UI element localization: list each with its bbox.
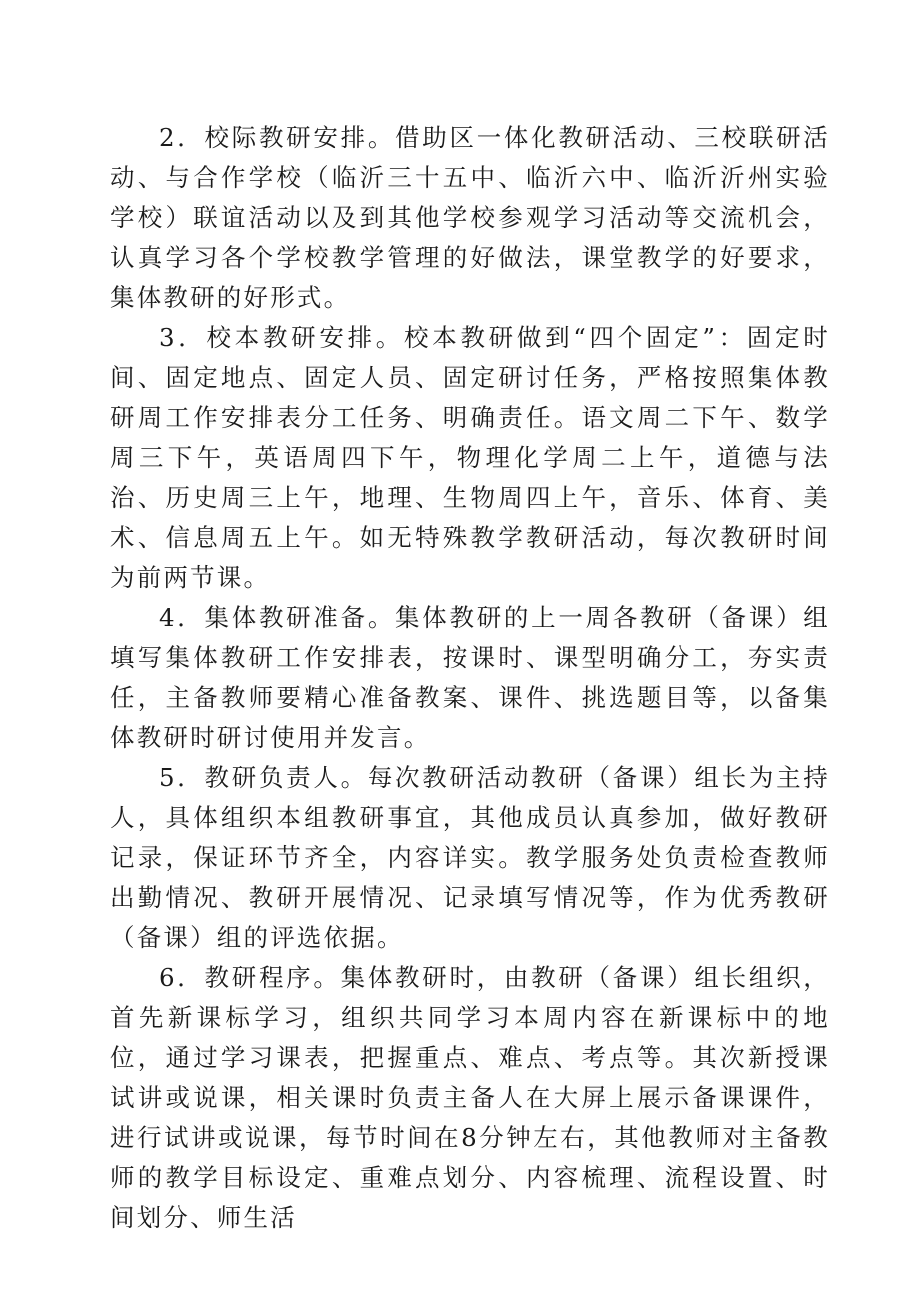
document-body [110, 118, 830, 1238]
paragraph-research-leader: 5．教研负责人。每次教研活动教研（备课）组长为主持人，具体组织本组教研事宜，其他成员认真参加，做好教研记录，保证环节齐全，内容详实。教学服务处负责检查教师出勤情况、教研开展情况、记录填写情况等，作为优秀教研（备课）组的评选依据。 [110, 763, 830, 952]
paragraph-school-based-research: 3．校本教研安排。校本教研做到“四个固定”：固定时间、固定地点、固定人员、固定研讨任务，严格按照集体教研周工作安排表分工任务、明确责任。语文周二下午、数学周三下午，英语周四下午，物理化学周二上午，道德与法治、历史周三上午，地理、生物周四上午，音乐、体育、美术、信息周五上午。如无特殊教学教研活动，每次教研时间为前两节课。 [110, 323, 830, 592]
paragraph-research-procedure: 6．教研程序。集体教研时，由教研（备课）组长组织，首先新课标学习，组织共同学习本周内容在新课标中的地位，通过学习课表，把握重点、难点、考点等。其次新授课试讲或说课，相关课时负责主备人在大屏上展示备课课件，进行试讲或说课，每节时间在8分钟左右，其他教师对主备教师的教学目标设定、重难点划分、内容梳理、流程设置、时间划分、师生活 [110, 963, 830, 1232]
paragraph-school-exchange: 2．校际教研安排。借助区一体化教研活动、三校联研活动、与合作学校（临沂三十五中、临沂六中、临沂沂州实验学校）联谊活动以及到其他学校参观学习活动等交流机会，认真学习各个学校教学管理的好做法，课堂教学的好要求，集体教研的好形式。 [110, 123, 830, 312]
paragraph-research-preparation: 4．集体教研准备。集体教研的上一周各教研（备课）组填写集体教研工作安排表，按课时、课型明确分工，夯实责任，主备教师要精心准备教案、课件、挑选题目等，以备集体教研时研讨使用并发言。 [110, 603, 830, 752]
